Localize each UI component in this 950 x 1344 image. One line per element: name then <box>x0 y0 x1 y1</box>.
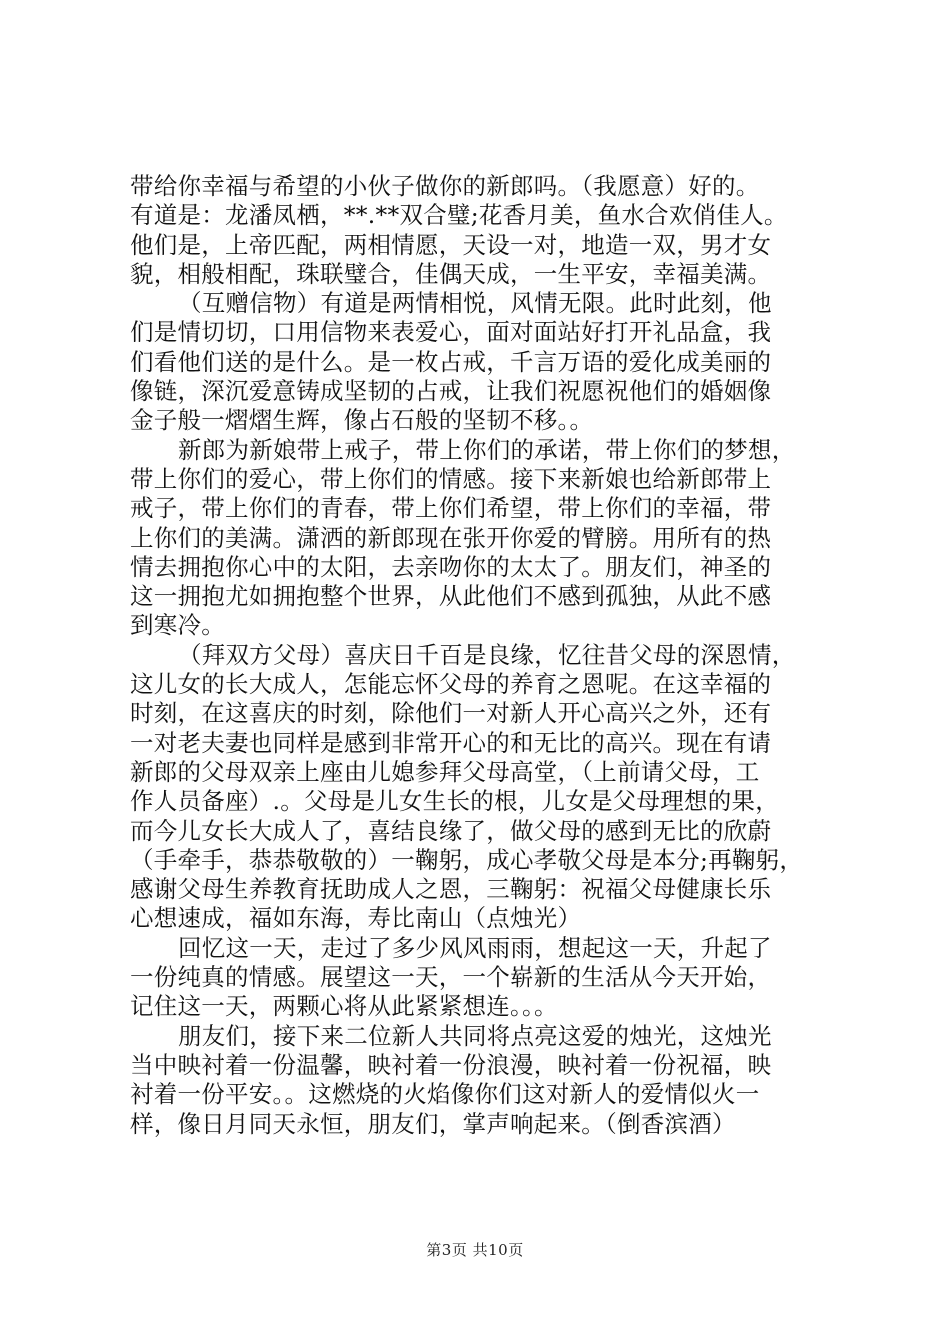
text-line: 朋友们，接下来二位新人共同将点亮这爱的烛光，这烛光 <box>178 1021 772 1050</box>
text-line: 戒子，带上你们的青春，带上你们希望，带上你们的幸福，带 <box>130 494 772 523</box>
text-line: （互赠信物）有道是两情相悦，风情无限。此时此刻，他 <box>178 289 772 318</box>
text-line: 当中映衬着一份温馨，映衬着一份浪漫，映衬着一份祝福，映 <box>130 1050 772 1079</box>
text-line: 有道是：龙潘凤栖，**.**双合璧;花香月美，鱼水合欢俏佳人。 <box>130 201 788 230</box>
text-line: 新郎的父母双亲上座由儿媳参拜父母高堂，（上前请父母，工 <box>130 757 760 786</box>
text-line: 们看他们送的是什么。是一枚占戒，千言万语的爱化成美丽的 <box>130 347 772 376</box>
text-line: （拜双方父母）喜庆日千百是良缘，忆往昔父母的深恩情， <box>178 640 796 669</box>
text-line: 感谢父母生养教育抚助成人之恩，三鞠躬：祝福父母健康长乐 <box>130 875 772 904</box>
text-line: 带给你幸福与希望的小伙子做你的新郎吗。（我愿意）好的。 <box>130 172 760 200</box>
text-line: 情去拥抱你心中的太阳，去亲吻你的太太了。朋友们，神圣的 <box>130 552 772 581</box>
text-line: 衬着一份平安。。这燃烧的火焰像你们这对新人的爱情似火一 <box>130 1080 760 1109</box>
text-line: 像链，深沉爱意铸成坚韧的占戒，让我们祝愿祝他们的婚姻像 <box>130 377 772 406</box>
text-line: 貌，相般相配，珠联璧合，佳偶天成，一生平安，幸福美满。 <box>130 259 772 288</box>
text-line: 样，像日月同天永恒，朋友们，掌声响起来。（倒香滨酒） <box>130 1109 736 1138</box>
text-line: 新郎为新娘带上戒子，带上你们的承诺，带上你们的梦想， <box>178 435 796 464</box>
text-line: 们是情切切，口用信物来表爱心，面对面站好打开礼品盒，我 <box>130 318 772 347</box>
text-line: 时刻，在这喜庆的时刻，除他们一对新人开心高兴之外，还有 <box>130 699 772 728</box>
text-line: 而今儿女长大成人了，喜结良缘了，做父母的感到无比的欣蔚 <box>130 816 772 845</box>
text-line: 上你们的美满。潇洒的新郎现在张开你爱的臂膀。用所有的热 <box>130 523 772 552</box>
text-line: 一份纯真的情感。展望这一天，一个崭新的生活从今天开始， <box>130 963 772 992</box>
text-line: 回忆这一天，走过了多少风风雨雨，想起这一天，升起了 <box>178 933 772 962</box>
text-line: 这一拥抱尤如拥抱整个世界，从此他们不感到孤独，从此不感 <box>130 582 772 611</box>
page-footer: 第3页 共10页 <box>426 1241 524 1259</box>
text-line: 带上你们的爱心，带上你们的情感。接下来新娘也给新郎带上 <box>130 464 772 493</box>
text-line: 作人员备座）.。父母是儿女生长的根，儿女是父母理想的果， <box>130 787 779 816</box>
body-text <box>130 172 835 1139</box>
text-line: 金子般一熠熠生辉，像占石般的坚韧不移。。 <box>130 406 594 435</box>
text-line: 到寒冷。 <box>130 611 225 640</box>
text-line: 这儿女的长大成人，怎能忘怀父母的养育之恩呢。在这幸福的 <box>130 670 772 699</box>
text-line: 一对老夫妻也同样是感到非常开心的和无比的高兴。现在有请 <box>130 728 772 757</box>
text-line: （手牵手，恭恭敬敬的）一鞠躬，成心孝敬父母是本分;再鞠躬， <box>130 845 804 874</box>
text-line: 记住这一天，两颗心将从此紧紧想连。。。 <box>130 992 558 1021</box>
text-line: 心想速成，福如东海，寿比南山（点烛光） <box>130 904 582 933</box>
text-line: 他们是，上帝匹配，两相情愿，天设一对，地造一双，男才女 <box>130 230 772 259</box>
